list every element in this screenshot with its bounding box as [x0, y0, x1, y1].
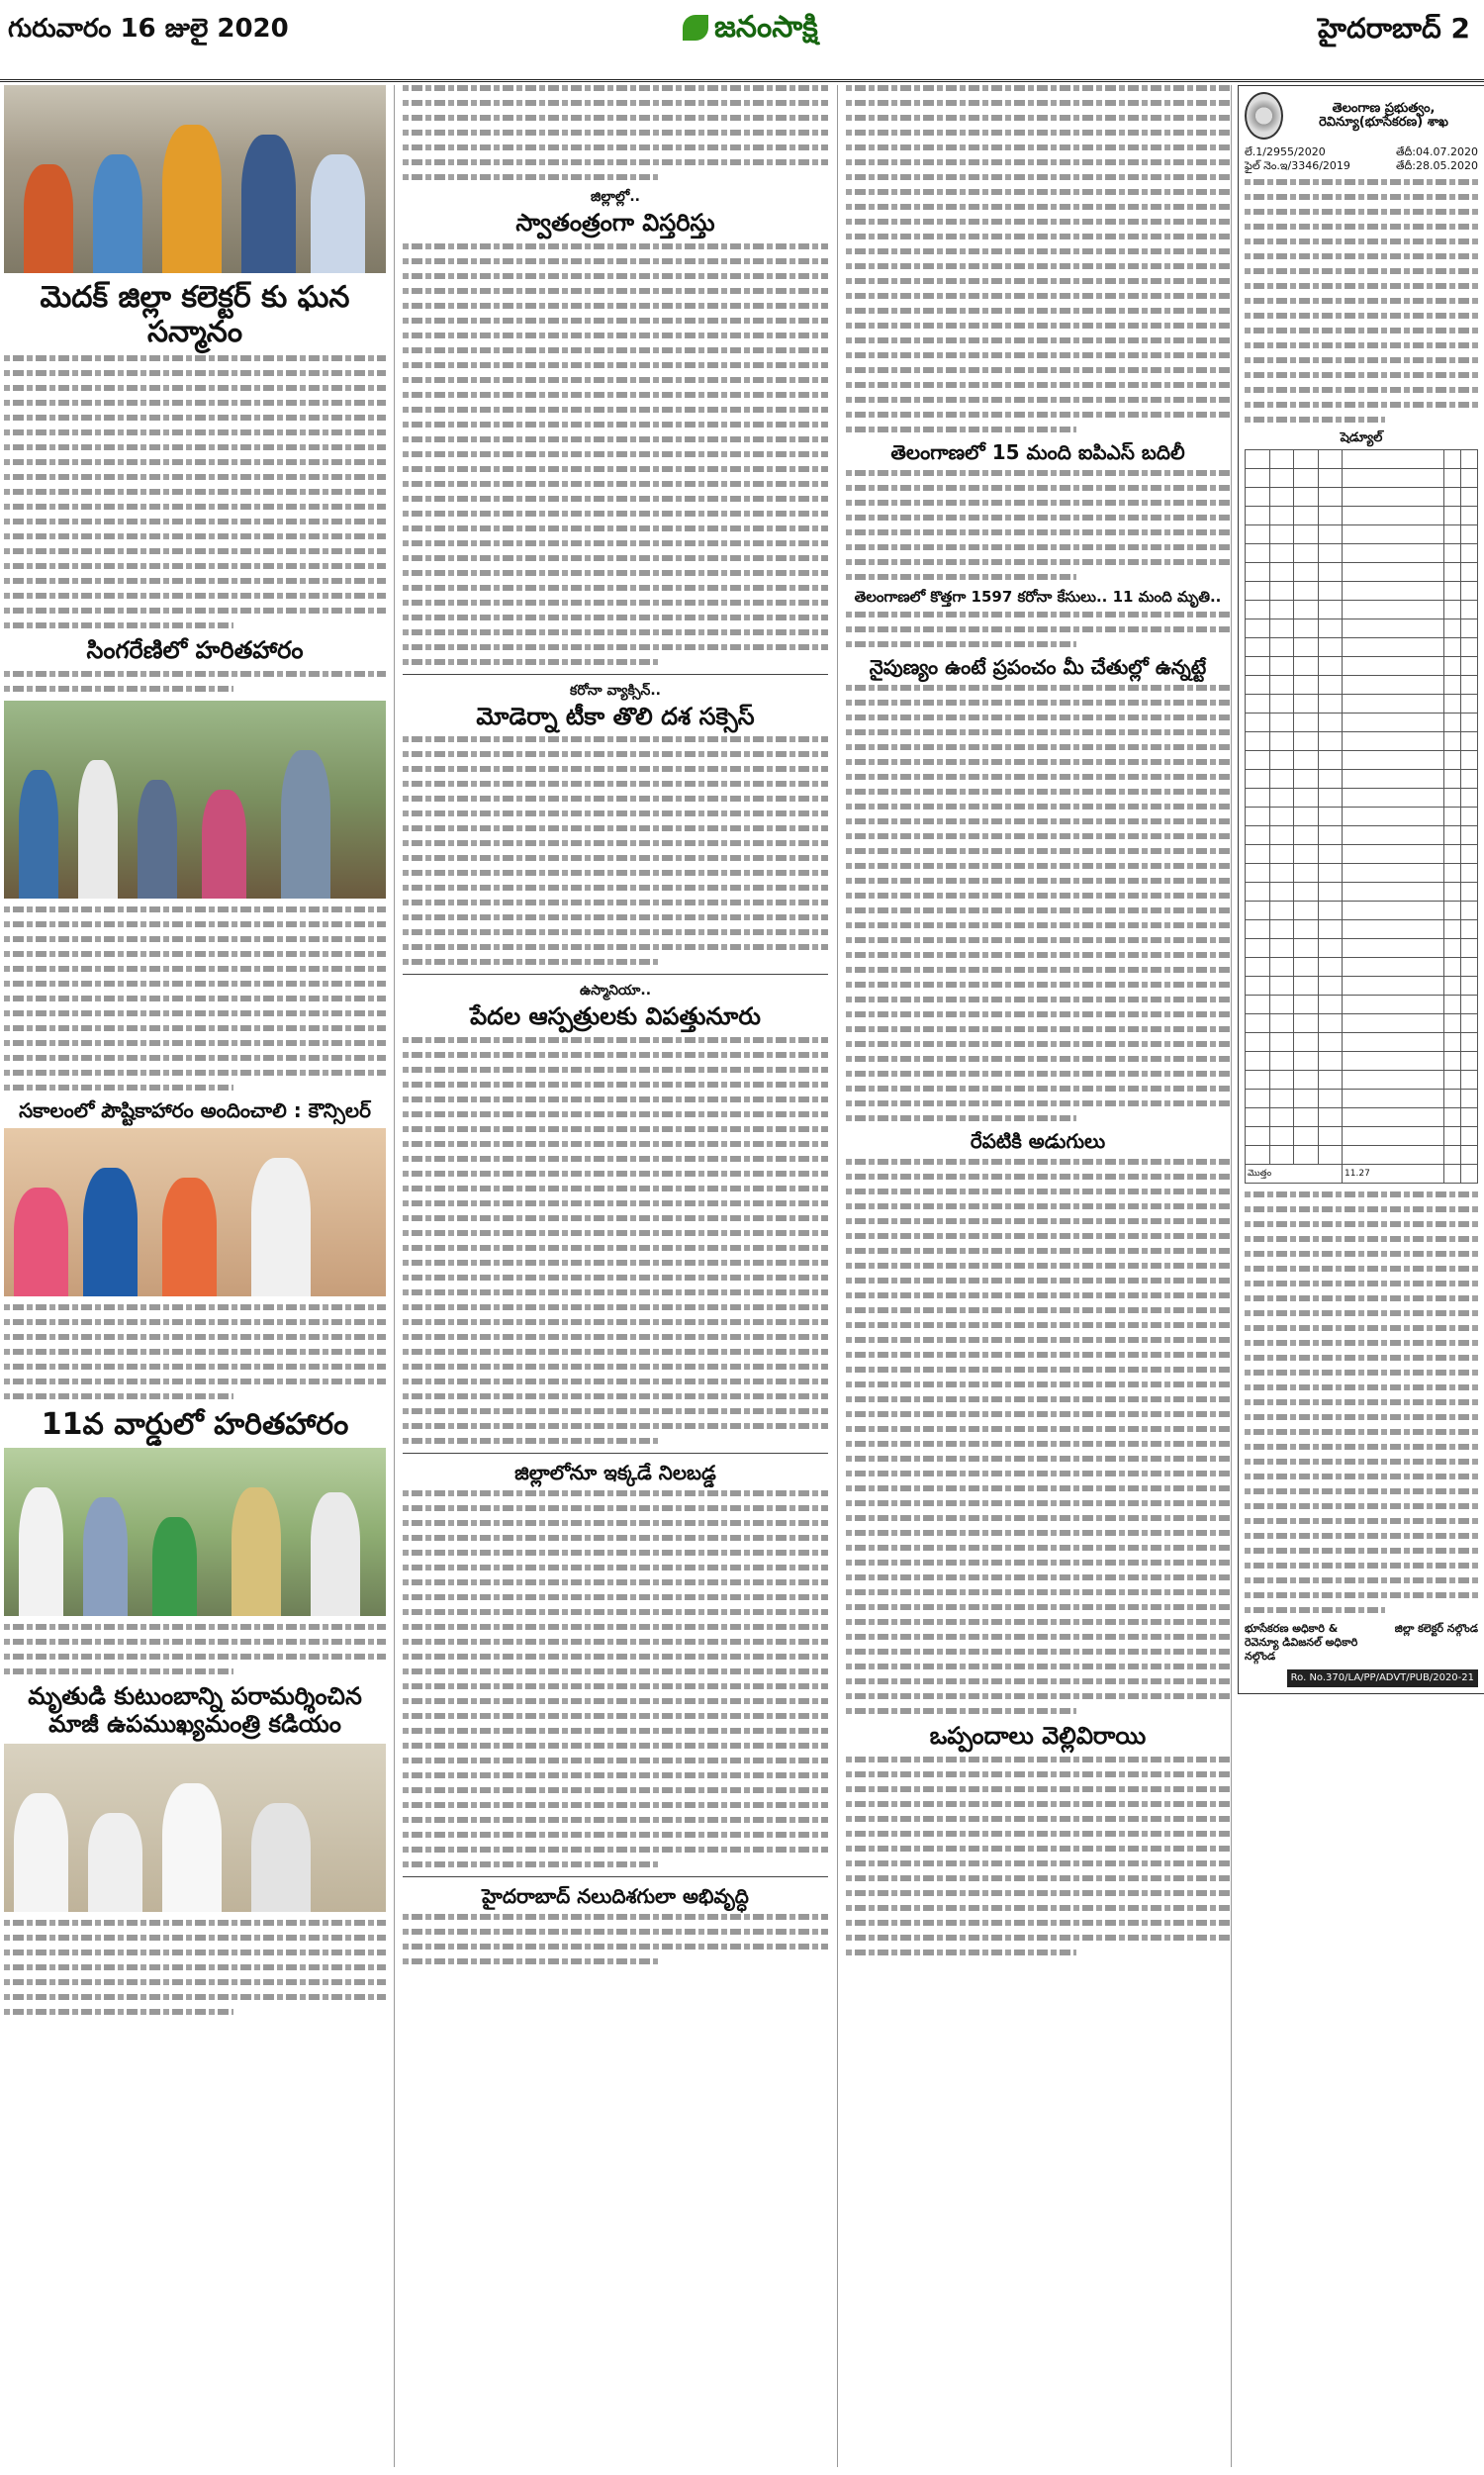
- column-3: [837, 85, 1230, 2467]
- headline-agreements: ఒప్పందాలు వెల్లివిరాయి: [929, 1722, 1147, 1751]
- kicker-districts: జిల్లాల్లో..: [591, 189, 640, 205]
- notice-government-title: తెలంగాణ ప్రభుత్వం, రెవిన్యూ(భూసేకరణ) శాఖ: [1319, 101, 1448, 130]
- article-osmania-body: [403, 1037, 828, 1444]
- page-number: 2: [1450, 12, 1470, 45]
- article-kadiyam-body: [4, 1920, 386, 2015]
- caption-singareni: [4, 671, 386, 692]
- headline-spread: స్వాతంత్రంగా విస్తరిస్తు: [515, 209, 715, 237]
- notice-signature-left: భూసేకరణ అధికారి & రెవెన్యూ డివిజనల్ అధికారి నల్గొండ: [1245, 1622, 1358, 1663]
- photo-nutrition: [4, 1128, 386, 1296]
- headline-singareni: సింగరేణిలో హరితహారం: [86, 636, 304, 664]
- schedule-title: షెడ్యూల్: [1340, 430, 1383, 445]
- headline-ward-11: 11వ వార్డులో హరితహారం: [41, 1406, 349, 1442]
- issue-date: గురువారం 16 జులై 2020: [8, 14, 289, 44]
- headline-future-steps: రేపటికి అడుగులు: [970, 1129, 1106, 1154]
- telangana-seal-icon: [1245, 92, 1283, 140]
- notice-ref-no: లే.1/2955/2020: [1245, 145, 1326, 158]
- notice-date-1: తేదీ:04.07.2020: [1395, 145, 1478, 158]
- headline-district: జిల్లాలోనూ ఇక్కడే నిలబడ్డ: [514, 1460, 716, 1484]
- schedule-table: [1245, 449, 1478, 1184]
- article-ward-11-body: [4, 1624, 386, 1674]
- page-header: [0, 0, 1484, 82]
- column-4-notice: [1231, 85, 1484, 2467]
- headline-moderna: మోడెర్నా టీకా తొలి దశ సక్సెస్: [476, 702, 755, 730]
- article-singareni-body: [4, 906, 386, 1091]
- photo-singareni-plantation: [4, 701, 386, 899]
- column-2: [394, 85, 828, 2467]
- article-col3-top: [846, 85, 1230, 432]
- ro-number-tag: Ro. No.370/LA/PP/ADVT/PUB/2020-21: [1287, 1669, 1478, 1687]
- headline-collector: మెదక్ జిల్లా కలెక్టర్ కు ఘన సన్మానం: [40, 280, 350, 349]
- headline-kadiyam: మృతుడి కుటుంబాన్ని పరామర్శించిన మాజీ ఉపముఖ్యమంత్రి కడియం: [28, 1682, 362, 1738]
- article-collector-body: [4, 355, 386, 628]
- notice-body-text: [1245, 1191, 1478, 1613]
- city-name: హైదరాబాద్: [1318, 12, 1441, 45]
- page-locator: [1318, 12, 1470, 51]
- column-1: [4, 85, 386, 2467]
- kicker-osmania: ఉస్మానియా..: [579, 983, 652, 1000]
- land-acquisition-notice: [1238, 85, 1484, 1694]
- article-top-continuation: [403, 85, 828, 180]
- article-agreements-body: [846, 1757, 1230, 1955]
- headline-osmania: పేదల ఆస్పత్రులకు విపత్తునూరు: [470, 1002, 761, 1031]
- article-hyderabad-body: [403, 1914, 828, 1964]
- notice-file-no: ఫైల్ నెం.ఇ/3346/2019: [1245, 159, 1350, 172]
- photo-collector-felicitation: [4, 85, 386, 273]
- photo-ward-11: [4, 1448, 386, 1616]
- article-future-body: [846, 1159, 1230, 1714]
- article-nutrition-body: [4, 1304, 386, 1399]
- article-ips-body: [846, 470, 1230, 580]
- schedule-total-label: మొత్తం: [1246, 1165, 1343, 1184]
- masthead-leaf-icon: [683, 15, 708, 41]
- article-district-body: [403, 1490, 828, 1867]
- masthead-title: జనంసాక్షి: [714, 10, 818, 45]
- headline-covid-cases: తెలంగాణలో కొత్తగా 1597 కరోనా కేసులు.. 11 మంది మృతి..: [854, 588, 1222, 606]
- article-moderna-body: [403, 736, 828, 965]
- notice-signature-right: జిల్లా కలెక్టర్ నల్గొండ: [1394, 1622, 1478, 1635]
- article-spread-body: [403, 243, 828, 665]
- masthead: [683, 10, 818, 51]
- article-covid-body: [846, 612, 1230, 647]
- notice-date-2: తేదీ:28.05.2020: [1395, 159, 1478, 172]
- schedule-total-value: 11.27: [1343, 1165, 1444, 1184]
- headline-skills: నైపుణ్యం ఉంటే ప్రపంచం మీ చేతుల్లో ఉన్నట్టే: [869, 655, 1207, 680]
- notice-intro-text: [1245, 179, 1478, 423]
- headline-hyderabad-development: హైదరాబాద్ నలుదిశగులా అభివృద్ధి: [482, 1883, 749, 1908]
- headline-nutrition: సకాలంలో పౌష్టికాహారం అందించాలి : కౌన్సిలర్: [19, 1097, 371, 1122]
- kicker-vaccine: కరోనా వ్యాక్సిన్..: [570, 682, 661, 699]
- article-skills-body: [846, 685, 1230, 1121]
- photo-kadiyam: [4, 1744, 386, 1912]
- headline-ips-transfer: తెలంగాణలో 15 మంది ఐపిఎస్ బదిలీ: [890, 440, 1185, 464]
